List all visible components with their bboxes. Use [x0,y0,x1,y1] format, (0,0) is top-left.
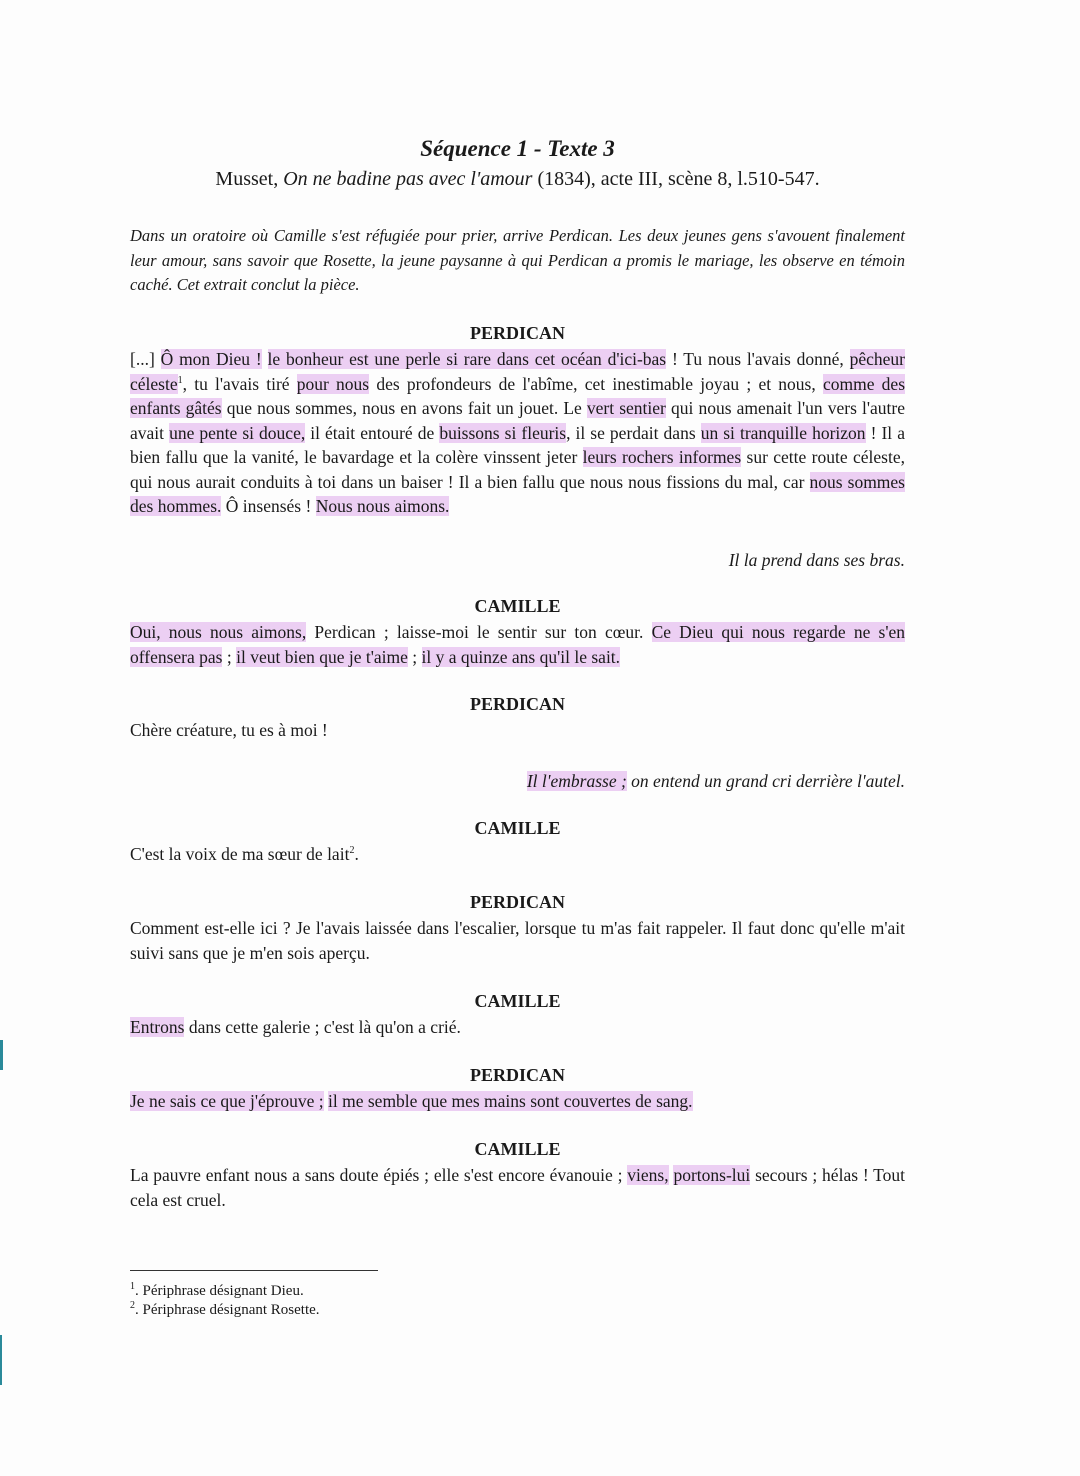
text-span: que nous sommes, nous en avons fait un jouet. Le [221,398,587,418]
highlighted-text: Entrons [130,1017,185,1037]
footnote-ref: 2 [349,845,355,857]
highlighted-text: buissons si fleuris [439,422,567,443]
dialogue-line [130,718,905,743]
speaker-name: PERDICAN [469,323,565,343]
highlighted-text: Ce Dieu qui nous regarde ne s'en offensera pas [130,622,905,667]
text-span: il était entouré de [305,422,440,443]
work-title: On ne badine pas avec l'amour [283,168,533,190]
text-span: dans cette galerie ; c'est là qu'on a crié. [184,1017,461,1037]
text-span: C'est la voix de ma sœur de lait [130,844,350,864]
footnote-text: . Périphrase désignant Rosette. [135,1302,320,1318]
highlighted-text: un si tranquille horizon [700,422,866,443]
speaker-name: PERDICAN [469,892,565,912]
highlighted-text: leurs rochers informes [582,447,742,467]
highlighted-text: vert sentier [586,398,666,418]
speaker-name: CAMILLE [474,596,561,616]
highlighted-text: Ô mon Dieu ! [160,349,262,369]
speaker-name: CAMILLE [474,1139,561,1159]
text-span: , il se perdait dans [566,422,701,443]
highlighted-text: Nous nous aimons. [315,496,450,516]
text-span: sur cette route céleste, qui nous aurait conduits à toi dans un baiser ! Il a bien fallu que nous nous fissions du mal, car [130,447,905,492]
text-span: Perdican ; laisse-moi le sentir sur ton cœur. [306,622,652,642]
dialogue-line [130,916,905,965]
highlighted-text: pêcheur céleste [130,349,905,394]
speaker-name: PERDICAN [469,1065,565,1085]
text-span: Comment est-elle ici ? Je l'avais laissée dans l'escalier, lorsque tu m'as fait rappeler. Il faut donc qu'elle m'ait suivi sans que je m'en sois aperçu. [130,918,905,963]
stage-direction [130,548,905,573]
dialogue-line [130,1163,905,1212]
footnote-number: 2 [130,1300,135,1311]
text-span: La pauvre enfant nous a sans doute épiés ; elle s'est encore évanouie ; [130,1165,628,1185]
dialogue-line [130,842,905,867]
dialogue-line [130,620,905,669]
intro-paragraph: Dans un oratoire où Camille s'est réfugiée pour prier, arrive Perdican. Les deux jeunes gens s'avouent finalement leur amour, sans savoir que Rosette, la jeune paysanne à qui Perdican a promis le mariage, les observe en témoin caché. Cet extrait conclut la pièce. [130,226,905,294]
scan-edge-mark [0,1335,2,1385]
text-span: Ô insensés ! [221,496,316,516]
text-span: secours ; hélas ! Tout cela est cruel. [130,1165,905,1210]
text-span: ; [407,646,422,667]
text-span: on entend un grand cri derrière l'autel. [626,771,905,791]
highlighted-text: le bonheur est une perle si rare dans cet océan d'ici-bas [267,349,667,369]
speaker-name: PERDICAN [469,694,565,714]
stage-direction [130,769,905,794]
footnote-number: 1 [130,1281,135,1292]
dialogue-line [130,1089,905,1114]
document-subtitle [130,168,905,191]
text-span: [...] [130,349,161,369]
text-span: ; [222,646,237,667]
text-span: Chère créature, tu es à moi ! [130,720,328,740]
highlighted-text: viens, [627,1165,669,1185]
text-span: , tu l'avais tiré [182,373,297,394]
highlighted-text: Il l'embrasse ; [526,771,627,791]
work-details: (1834), acte III, scène 8, l.510-547. [532,168,820,190]
scan-edge-mark [0,1040,3,1070]
text-span: qui nous amenait l'un vers l'autre avait [130,398,905,443]
document-title: Séquence 1 - Texte 3 [420,136,615,161]
footnote-1 [130,1282,304,1301]
highlighted-text: portons-lui [673,1165,751,1185]
highlighted-text: comme des enfants gâtés [130,373,906,418]
highlighted-text: pour nous [296,373,370,394]
highlighted-text: il y a quinze ans qu'il le sait. [421,646,621,667]
speaker-name: CAMILLE [474,991,561,1011]
footnote-divider [130,1270,378,1271]
text-span: Il la prend dans ses bras. [728,550,905,570]
text-span: ! Il a bien fallu que la vanité, le bavardage et la colère vinssent jeter [130,422,905,467]
dialogue-line [130,1015,905,1040]
highlighted-text: Oui, nous nous aimons, [130,622,307,642]
highlighted-text: une pente si douce, [169,422,306,443]
highlighted-text: il me semble que mes mains sont couvertes de sang. [328,1091,693,1111]
text-span: des profondeurs de l'abîme, cet inestimable joyau ; et nous, [369,373,823,394]
highlighted-text: il veut bien que je t'aime [236,646,408,667]
speaker-name: CAMILLE [474,818,561,838]
footnote-2 [130,1301,320,1320]
text-span: ! Tu nous l'avais donné, [666,349,850,369]
footnote-ref: 1 [177,374,183,386]
dialogue-line [130,347,905,519]
highlighted-text: Je ne sais ce que j'éprouve ; [130,1091,324,1111]
author: Musset, [215,168,284,190]
footnote-text: . Périphrase désignant Dieu. [135,1283,304,1299]
text-span [262,349,268,369]
text-span: . [354,844,359,864]
highlighted-text: nous sommes des hommes. [130,471,905,516]
